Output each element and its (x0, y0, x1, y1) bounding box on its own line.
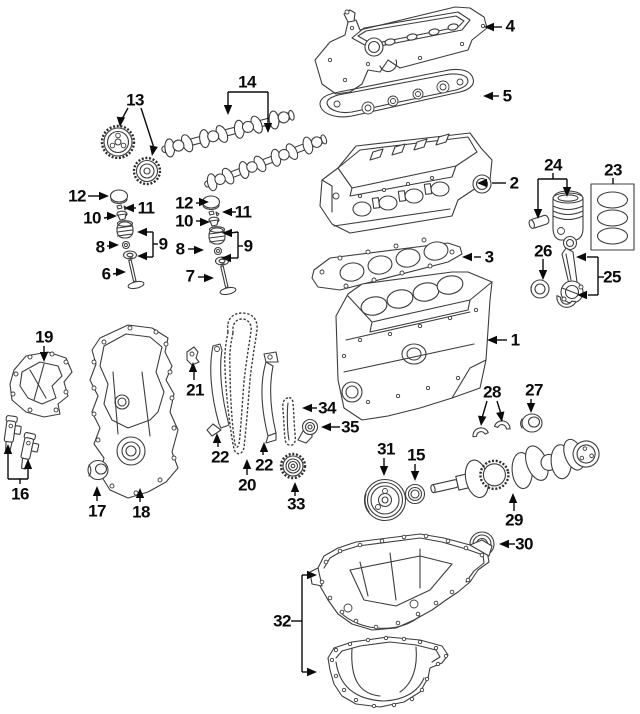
callout-17[interactable] (88, 486, 106, 521)
callout-arrowhead-icon (137, 252, 147, 260)
callout-arrowhead-icon (107, 212, 117, 220)
callout-34[interactable] (302, 399, 337, 418)
callout-arrowhead-icon (194, 246, 204, 254)
callout-23[interactable] (604, 161, 622, 185)
callout-29[interactable] (505, 493, 523, 530)
cylinder-block-part (336, 272, 492, 420)
callout-number-label[interactable]: 12 (68, 186, 86, 206)
main-bearing-part (521, 414, 542, 432)
callout-5[interactable] (483, 87, 512, 106)
callout-number-label[interactable]: 22 (211, 447, 229, 467)
cam-sprocket-part (134, 158, 160, 184)
callout-number-label[interactable]: 8 (175, 239, 185, 259)
callout-number-label[interactable]: 18 (132, 502, 150, 522)
callout-arrowhead-icon (137, 228, 147, 236)
callout-22[interactable] (255, 442, 273, 475)
callout-32[interactable] (273, 571, 317, 676)
callout-arrowhead-icon (150, 145, 158, 156)
callout-4[interactable] (484, 17, 516, 36)
callout-20[interactable] (238, 459, 256, 495)
callout-number-label[interactable]: 6 (101, 264, 111, 284)
callout-number-label[interactable]: 10 (83, 208, 101, 228)
callout-6[interactable] (102, 265, 126, 284)
callout-30[interactable] (499, 535, 533, 554)
callout-arrowhead-icon (411, 471, 419, 481)
callout-number-label[interactable]: 33 (287, 494, 305, 514)
callout-number-label[interactable]: 25 (603, 267, 621, 287)
callout-number-label[interactable]: 14 (238, 72, 256, 92)
callout-arrowhead-icon (380, 466, 388, 476)
bushing-part (88, 461, 108, 480)
callout-arrowhead-icon (307, 668, 317, 676)
callout-number-label[interactable]: 12 (175, 193, 193, 213)
callout-arrowhead-icon (124, 204, 134, 212)
callout-number-label[interactable]: 34 (318, 398, 336, 418)
chain-guide-right-part (262, 352, 278, 443)
callout-number-label[interactable]: 5 (502, 86, 512, 106)
callout-10[interactable] (175, 212, 210, 231)
front-crank-seal-part (406, 485, 425, 504)
callout-number-label[interactable]: 24 (544, 155, 562, 175)
callout-number-label[interactable]: 11 (234, 202, 252, 222)
callout-number-label[interactable]: 15 (407, 445, 425, 465)
crank-sprocket-part (281, 454, 305, 478)
callout-arrowhead-icon (200, 218, 210, 226)
vvt-solenoid-part (2, 415, 23, 453)
piston-rings-part (591, 184, 634, 250)
callout-number-label[interactable]: 35 (341, 417, 359, 437)
cylinder-head-part (320, 133, 492, 233)
callout-arrowhead-icon (109, 241, 119, 249)
chain-tensioner-part (298, 420, 318, 444)
piston-part (553, 191, 583, 240)
callout-arrowhead-icon (99, 192, 109, 200)
rod-bushing-part (531, 280, 549, 298)
callout-number-label[interactable]: 31 (377, 439, 395, 459)
thrust-washer-part (471, 426, 488, 437)
callout-number-label[interactable]: 23 (604, 160, 622, 180)
callout-arrowhead-icon (509, 493, 517, 503)
callout-arrowhead-icon (321, 423, 331, 431)
callout-number-label[interactable]: 9 (158, 234, 168, 254)
callout-28[interactable] (478, 383, 504, 427)
vvt-cam-gear-part (102, 126, 134, 158)
callout-arrowhead-icon (499, 540, 509, 548)
callout-number-label[interactable]: 3 (484, 247, 494, 267)
callout-number-label[interactable]: 1 (510, 330, 520, 350)
callout-arrowhead-icon (222, 208, 232, 216)
callout-8[interactable] (176, 240, 204, 259)
callout-leader-line (497, 401, 501, 414)
callout-27[interactable] (525, 381, 543, 414)
callout-9[interactable] (137, 228, 168, 260)
callout-11[interactable] (222, 203, 252, 222)
callout-33[interactable] (287, 482, 305, 514)
callout-arrowhead-icon (116, 268, 126, 276)
callout-leader-line (141, 108, 154, 148)
callout-15[interactable] (407, 446, 425, 482)
callout-number-label[interactable]: 8 (95, 237, 105, 257)
callout-number-label[interactable]: 9 (243, 236, 253, 256)
callout-number-label[interactable]: 2 (509, 173, 519, 193)
callout-number-label[interactable]: 11 (137, 198, 155, 218)
connecting-rod-part (561, 237, 583, 304)
callout-arrowhead-icon (264, 123, 272, 133)
callout-12[interactable] (68, 187, 109, 206)
callout-arrowhead-icon (483, 92, 493, 100)
crank-pulley-part (365, 480, 406, 521)
callout-26[interactable] (534, 242, 552, 281)
callout-number-label[interactable]: 17 (88, 501, 106, 521)
callout-number-label[interactable]: 28 (483, 382, 501, 402)
chain-cover-plate-part (10, 352, 72, 417)
callout-9[interactable] (221, 229, 253, 262)
callout-number-label[interactable]: 19 (35, 327, 53, 347)
callout-arrowhead-icon (462, 253, 472, 261)
callout-arrowhead-icon (93, 486, 101, 496)
callout-number-label[interactable]: 16 (11, 484, 29, 504)
callout-number-label[interactable]: 22 (255, 455, 273, 475)
callout-21[interactable] (186, 362, 204, 400)
callout-arrowhead-icon (576, 253, 586, 261)
callout-22[interactable] (211, 433, 229, 467)
thrust-washer-part (494, 420, 511, 430)
callout-number-label[interactable]: 4 (505, 16, 515, 36)
callout-number-label[interactable]: 27 (525, 380, 543, 400)
callout-arrowhead-icon (243, 459, 251, 469)
callout-arrowhead-icon (224, 105, 232, 115)
callout-number-label[interactable]: 21 (186, 380, 204, 400)
lower-oil-pan-part (328, 636, 448, 707)
callout-leader-line (482, 401, 487, 418)
callout-number-label[interactable]: 10 (175, 211, 193, 231)
callout-8[interactable] (96, 238, 119, 257)
callout-3[interactable] (462, 248, 494, 267)
callout-number-label[interactable]: 20 (238, 475, 256, 495)
timing-chain-part (225, 313, 257, 454)
callout-12[interactable] (175, 194, 209, 213)
callout-number-label[interactable]: 7 (185, 266, 195, 286)
callout-arrowhead-icon (487, 336, 497, 344)
upper-oil-pan-part (310, 534, 492, 630)
callout-arrowhead-icon (478, 416, 486, 426)
callout-11[interactable] (124, 199, 155, 218)
callout-arrowhead-icon (527, 403, 535, 413)
callout-arrowhead-icon (204, 274, 214, 282)
callout-1[interactable] (487, 331, 520, 350)
callout-arrowhead-icon (260, 442, 268, 452)
oil-pump-chain-part (283, 398, 296, 445)
callout-number-label[interactable]: 29 (505, 510, 523, 530)
callout-number-label[interactable]: 26 (534, 241, 552, 261)
callout-arrowhead-icon (291, 482, 299, 492)
callout-number-label[interactable]: 32 (273, 611, 291, 631)
callout-arrowhead-icon (539, 270, 547, 280)
callout-7[interactable] (186, 267, 214, 286)
callout-number-label[interactable]: 13 (126, 90, 144, 110)
callout-35[interactable] (321, 418, 359, 437)
callout-arrowhead-icon (302, 404, 312, 412)
callout-31[interactable] (377, 440, 395, 477)
callout-number-label[interactable]: 30 (515, 534, 533, 554)
callout-10[interactable] (83, 209, 117, 228)
